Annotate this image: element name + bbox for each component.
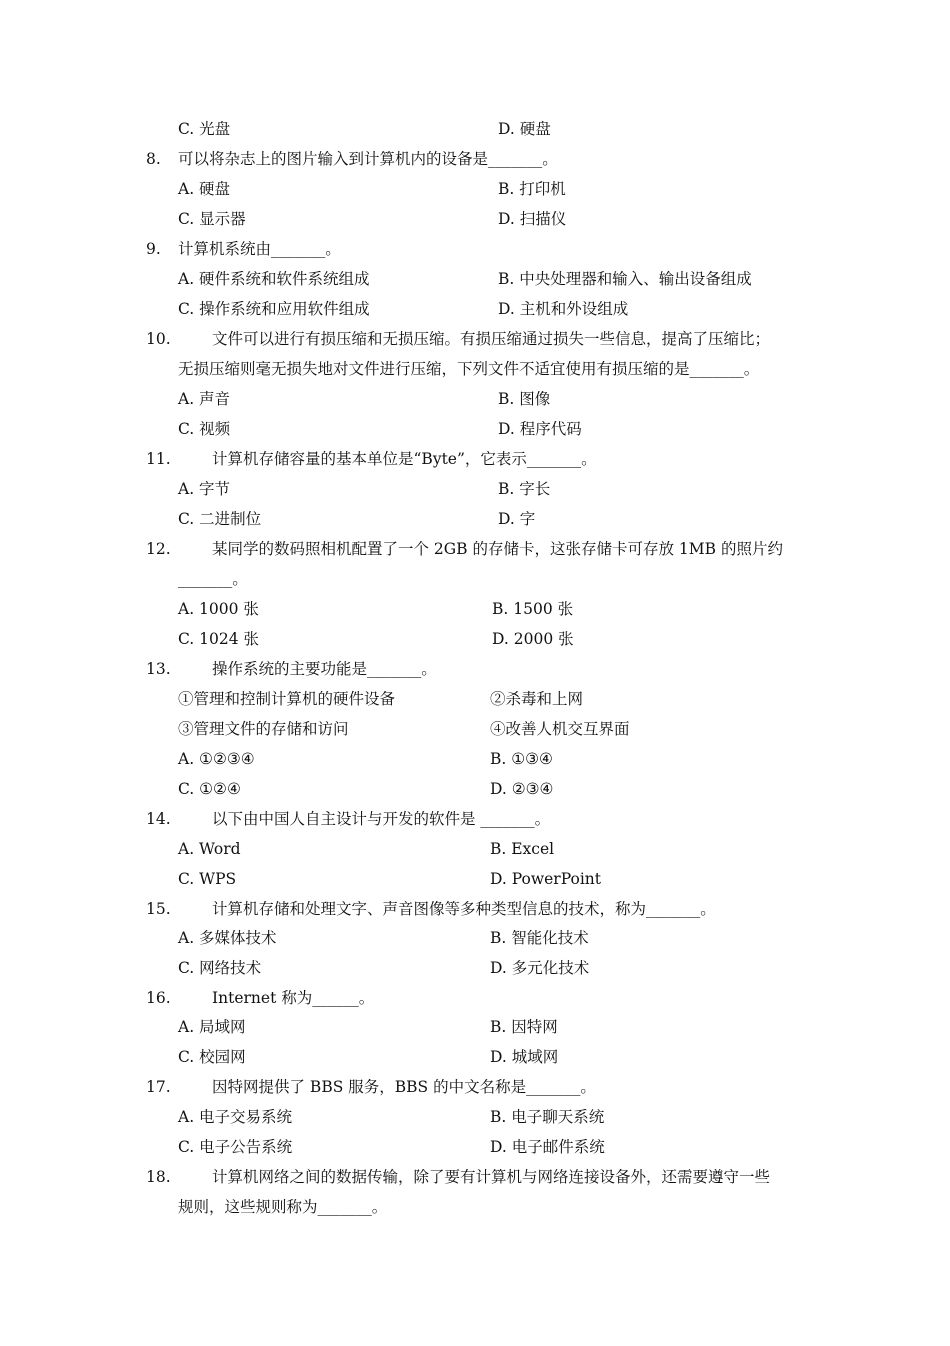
q13-item-2: ②杀毒和上网: [490, 690, 584, 708]
q7-option-d: D. 硬盘: [498, 120, 551, 138]
q14-option-d: D. PowerPoint: [490, 870, 602, 888]
q15-option-d: D. 多元化技术: [490, 959, 590, 977]
q11-stem: 计算机存储容量的基本单位是“Byte”，它表示_______。: [212, 450, 597, 468]
q10-option-b: B. 图像: [498, 390, 551, 408]
q17-option-d: D. 电子邮件系统: [490, 1138, 605, 1156]
q12-stem: 某同学的数码照相机配置了一个 2GB 的存储卡，这张存储卡可存放 1MB 的照片约: [212, 540, 783, 558]
q13-option-a: A. ①②③④: [178, 750, 255, 768]
q10-option-c: C. 视频: [178, 420, 231, 438]
q11-number: 11.: [146, 450, 171, 468]
q15-stem: 计算机存储和处理文字、声音图像等多种类型信息的技术，称为_______。: [212, 900, 716, 918]
q13-number: 13.: [146, 660, 171, 678]
q16-option-c: C. 校园网: [178, 1048, 246, 1066]
q13-option-b: B. ①③④: [490, 750, 553, 768]
q16-option-b: B. 因特网: [490, 1018, 558, 1036]
q13-option-d: D. ②③④: [490, 780, 554, 798]
q9-number: 9.: [146, 240, 161, 258]
q11-option-a: A. 字节: [178, 480, 231, 498]
q10-stem-continued: 无损压缩则毫无损失地对文件进行压缩，下列文件不适宜使用有损压缩的是_______。: [178, 360, 760, 378]
q12-stem-continued: _______。: [178, 570, 248, 588]
q14-option-a: A. Word: [178, 840, 241, 858]
q18-stem: 计算机网络之间的数据传输，除了要有计算机与网络连接设备外，还需要遵守一些: [212, 1168, 771, 1186]
q14-option-c: C. WPS: [178, 870, 237, 888]
q7-option-c: C. 光盘: [178, 120, 231, 138]
q9-option-c: C. 操作系统和应用软件组成: [178, 300, 370, 318]
q9-option-b: B. 中央处理器和输入、输出设备组成: [498, 270, 752, 288]
q11-option-b: B. 字长: [498, 480, 551, 498]
q8-option-b: B. 打印机: [498, 180, 566, 198]
q13-option-c: C. ①②④: [178, 780, 241, 798]
q9-option-d: D. 主机和外设组成: [498, 300, 629, 318]
q10-stem: 文件可以进行有损压缩和无损压缩。有损压缩通过损失一些信息，提高了压缩比；: [212, 330, 771, 348]
q12-number: 12.: [146, 540, 171, 558]
q15-option-a: A. 多媒体技术: [178, 929, 277, 947]
q16-option-d: D. 城域网: [490, 1048, 559, 1066]
q12-option-b: B. 1500 张: [492, 600, 574, 618]
q17-option-b: B. 电子聊天系统: [490, 1108, 605, 1126]
q17-option-a: A. 电子交易系统: [178, 1108, 293, 1126]
q10-option-d: D. 程序代码: [498, 420, 582, 438]
q16-stem: Internet 称为______。: [212, 989, 375, 1007]
q14-number: 14.: [146, 810, 171, 828]
q10-number: 10.: [146, 330, 171, 348]
q8-number: 8.: [146, 150, 161, 168]
q11-option-d: D. 字: [498, 510, 536, 528]
q17-number: 17.: [146, 1078, 171, 1096]
q12-option-d: D. 2000 张: [492, 630, 574, 648]
q16-number: 16.: [146, 989, 171, 1007]
q9-option-a: A. 硬件系统和软件系统组成: [178, 270, 370, 288]
q13-item-3: ③管理文件的存储和访问: [178, 720, 349, 738]
q8-option-d: D. 扫描仪: [498, 210, 567, 228]
q9-stem: 计算机系统由_______。: [178, 240, 341, 258]
q17-option-c: C. 电子公告系统: [178, 1138, 293, 1156]
q13-stem: 操作系统的主要功能是_______。: [212, 660, 437, 678]
q8-stem: 可以将杂志上的图片输入到计算机内的设备是_______。: [178, 150, 558, 168]
q8-option-a: A. 硬盘: [178, 180, 231, 198]
q13-item-1: ①管理和控制计算机的硬件设备: [178, 690, 396, 708]
q12-option-c: C. 1024 张: [178, 630, 260, 648]
q15-number: 15.: [146, 900, 171, 918]
q11-option-c: C. 二进制位: [178, 510, 262, 528]
q18-stem-continued: 规则，这些规则称为_______。: [178, 1198, 388, 1216]
q12-option-a: A. 1000 张: [178, 600, 259, 618]
q8-option-c: C. 显示器: [178, 210, 246, 228]
q14-option-b: B. Excel: [490, 840, 555, 858]
q17-stem: 因特网提供了 BBS 服务，BBS 的中文名称是_______。: [212, 1078, 596, 1096]
q15-option-b: B. 智能化技术: [490, 929, 589, 947]
q16-option-a: A. 局域网: [178, 1018, 246, 1036]
q13-item-4: ④改善人机交互界面: [490, 720, 630, 738]
q14-stem: 以下由中国人自主设计与开发的软件是 _______。: [212, 810, 551, 828]
q18-number: 18.: [146, 1168, 171, 1186]
q15-option-c: C. 网络技术: [178, 959, 262, 977]
q10-option-a: A. 声音: [178, 390, 231, 408]
